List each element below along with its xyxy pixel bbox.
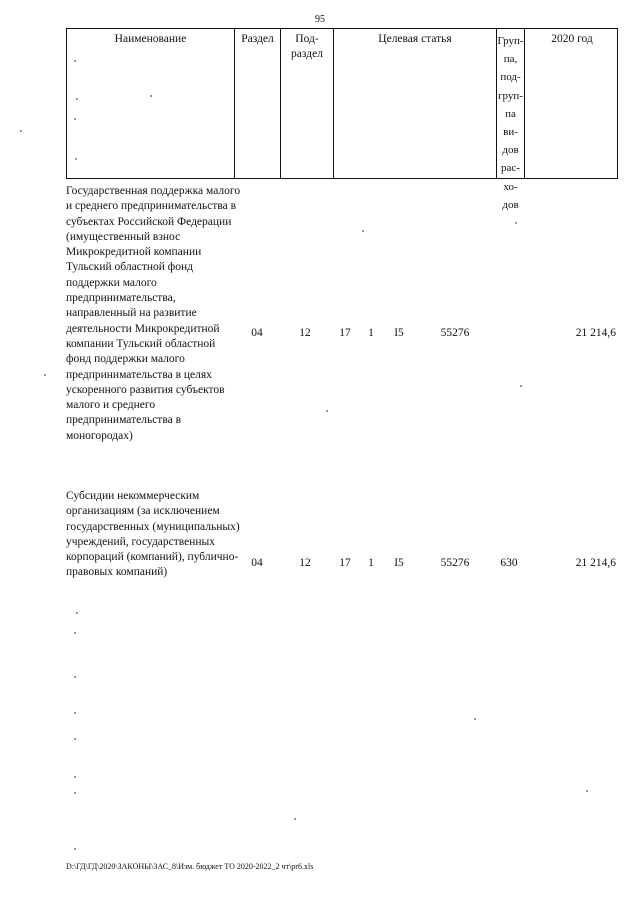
scan-speck <box>520 385 522 387</box>
scan-speck <box>44 374 46 376</box>
header-gruppa-line: дов <box>502 198 519 211</box>
scan-speck <box>362 230 364 232</box>
row-razdel: 04 <box>251 557 263 569</box>
row-name: Субсидии некоммерческим организациям (за исключением государственных (муниципальных) учреждений, государственных корпораций (компаний), публично-правовых компаний) <box>66 490 240 579</box>
scan-speck <box>586 790 588 792</box>
row-amount: 21 214,6 <box>575 557 616 569</box>
row-razdel: 04 <box>251 327 263 339</box>
row-celevaya-project: I5 <box>394 327 404 339</box>
row-podrazdel: 12 <box>299 557 311 569</box>
header-gruppa-line: дов <box>502 144 519 157</box>
header-gruppa-line: хо- <box>503 180 518 193</box>
table-header <box>66 28 618 211</box>
scan-speck <box>74 676 76 678</box>
scan-speck <box>150 95 152 97</box>
scan-speck <box>76 612 78 614</box>
page-number: 95 <box>315 14 325 25</box>
header-gruppa-line: па ви- <box>503 107 518 139</box>
scan-speck <box>326 410 328 412</box>
scan-speck <box>74 60 76 62</box>
row-celevaya-direction: 55276 <box>440 327 470 339</box>
row-amount: 21 214,6 <box>575 327 616 339</box>
header-gruppa-line: рас- <box>501 162 520 175</box>
header-podrazdel <box>281 29 334 178</box>
row-celevaya-project: I5 <box>394 557 404 569</box>
header-gruppa-line: па, <box>503 53 518 66</box>
scan-speck <box>74 848 76 850</box>
scan-speck <box>20 130 22 132</box>
scan-speck <box>74 792 76 794</box>
header-name: Наименование <box>67 29 235 178</box>
row-celevaya-program: 17 <box>339 557 351 569</box>
scan-speck <box>74 738 76 740</box>
row-name: Государственная поддержка малого и среднего предпринимательства в субъектах Российской Федерации (имущественный взнос Микрокредитной компании Тульский областной фонд поддержки малого предпринимательства, направленный на развитие деятельности Микрокредитной компании Тульский областной фонд поддержки малого предпринимательства в целях ускоренного развития субъектов малого и среднего предпринимательства в моногородах) <box>66 185 241 442</box>
scan-speck <box>75 158 77 160</box>
scan-speck <box>74 118 76 120</box>
row-celevaya-subprogram: 1 <box>368 327 374 339</box>
row-podrazdel: 12 <box>299 327 311 339</box>
header-podrazdel-line: раздел <box>291 48 323 60</box>
scan-speck <box>515 222 517 224</box>
row-celevaya-subprogram: 1 <box>368 557 374 569</box>
scan-speck <box>294 818 296 820</box>
scan-speck <box>474 718 476 720</box>
header-gruppa <box>497 29 525 211</box>
header-year: 2020 год <box>551 33 593 45</box>
row-group: 630 <box>500 557 518 569</box>
header-gruppa-line: груп- <box>498 89 523 102</box>
scan-speck <box>74 632 76 634</box>
row-celevaya-program: 17 <box>339 327 351 339</box>
scan-speck <box>76 98 78 100</box>
footer-file-path: D:\ГД\ГД\2020\ЗАКОНЫ\ЗАС_8\Изм. бюджет ТО 2020-2022_2 чт\pr6.xls <box>66 862 314 871</box>
header-razdel: Раздел <box>235 29 281 178</box>
scan-speck <box>74 776 76 778</box>
header-gruppa-line: под- <box>500 71 521 84</box>
row-celevaya-direction: 55276 <box>440 557 470 569</box>
header-celevaya-statya: Целевая статья <box>334 29 497 178</box>
header-gruppa-line: Груп- <box>497 35 524 47</box>
header-podrazdel-line: Под- <box>295 33 319 45</box>
scan-speck <box>74 712 76 714</box>
